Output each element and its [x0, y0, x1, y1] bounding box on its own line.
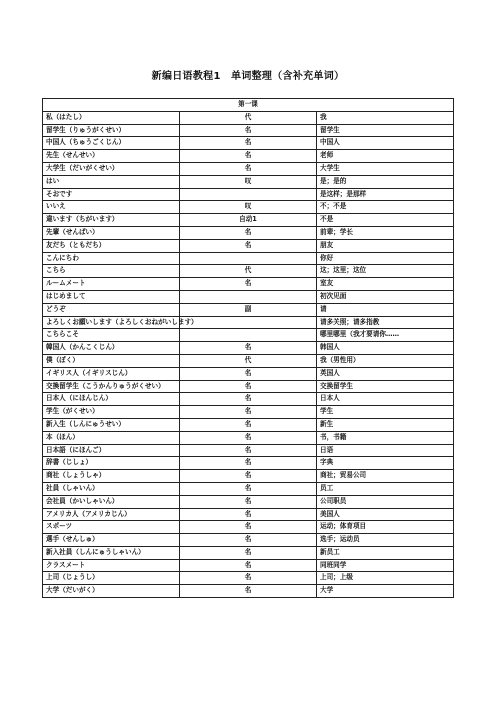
part-of-speech-cell: 名 [180, 342, 317, 355]
word-cell: 上司（じょうし） [43, 572, 180, 585]
word-cell: スポーツ [43, 521, 180, 534]
word-cell: 先生（せんせい） [43, 150, 180, 163]
meaning-cell: 中国人 [317, 137, 454, 150]
word-cell: 交換留学生（こうかんりゅうがくせい） [43, 380, 180, 393]
part-of-speech-cell: 名 [180, 495, 317, 508]
word-cell: 本（ほん） [43, 431, 180, 444]
meaning-cell: 老师 [317, 150, 454, 163]
vocab-row [43, 585, 454, 598]
meaning-cell: 英国人 [317, 367, 454, 380]
word-cell: イギリス人（イギリスじん） [43, 367, 180, 380]
part-of-speech-cell [180, 329, 317, 342]
vocab-row [43, 278, 454, 291]
part-of-speech-cell [180, 316, 317, 329]
word-cell: 社員（しゃいん） [43, 482, 180, 495]
vocab-row [43, 303, 454, 316]
part-of-speech-cell: 名 [180, 508, 317, 521]
part-of-speech-cell: 代 [180, 354, 317, 367]
vocab-row [43, 534, 454, 547]
part-of-speech-cell: 自动1 [180, 214, 317, 227]
meaning-cell: 同班同学 [317, 559, 454, 572]
part-of-speech-cell [180, 290, 317, 303]
meaning-cell: 新员工 [317, 546, 454, 559]
vocab-row [43, 431, 454, 444]
word-cell: 韓国人（かんこくじん） [43, 342, 180, 355]
vocab-row [43, 226, 454, 239]
vocab-row [43, 572, 454, 585]
meaning-cell: 你好 [317, 252, 454, 265]
word-cell: 大学（だいがく） [43, 585, 180, 598]
vocab-row [43, 239, 454, 252]
meaning-cell: 韩国人 [317, 342, 454, 355]
vocab-row [43, 329, 454, 342]
word-cell: 中国人（ちゅうごくじん） [43, 137, 180, 150]
part-of-speech-cell: 名 [180, 278, 317, 291]
word-cell: 商社（しょうしゃ） [43, 470, 180, 483]
part-of-speech-cell: 代 [180, 111, 317, 124]
vocab-row [43, 482, 454, 495]
meaning-cell: 书，书籍 [317, 431, 454, 444]
vocab-row [43, 175, 454, 188]
vocab-row [43, 521, 454, 534]
meaning-cell: 我（男性用） [317, 354, 454, 367]
word-cell: 先輩（せんぱい） [43, 226, 180, 239]
vocab-row [43, 367, 454, 380]
vocab-row [43, 111, 454, 124]
meaning-cell: 不；不是 [317, 201, 454, 214]
word-cell: 違います（ちがいます） [43, 214, 180, 227]
part-of-speech-cell [180, 252, 317, 265]
word-cell: どうぞ [43, 303, 180, 316]
vocab-row [43, 137, 454, 150]
part-of-speech-cell: 名 [180, 572, 317, 585]
part-of-speech-cell: 名 [180, 226, 317, 239]
vocab-row [43, 354, 454, 367]
word-cell: アメリカ人（アメリカじん） [43, 508, 180, 521]
word-cell: クラスメート [43, 559, 180, 572]
word-cell: ルームメート [43, 278, 180, 291]
part-of-speech-cell: 名 [180, 406, 317, 419]
part-of-speech-cell: 名 [180, 559, 317, 572]
meaning-cell: 初次见面 [317, 290, 454, 303]
part-of-speech-cell: 名 [180, 162, 317, 175]
vocab-row [43, 124, 454, 137]
word-cell: そおです [43, 188, 180, 201]
meaning-cell: 运动；体育项目 [317, 521, 454, 534]
part-of-speech-cell: 叹 [180, 175, 317, 188]
part-of-speech-cell: 名 [180, 546, 317, 559]
part-of-speech-cell: 名 [180, 239, 317, 252]
part-of-speech-cell: 代 [180, 265, 317, 278]
vocab-row [43, 495, 454, 508]
lesson-header-row [43, 99, 454, 112]
word-cell: よろしくお願いします（よろしくおねがいします） [43, 316, 180, 329]
meaning-cell: 大学 [317, 585, 454, 598]
vocab-row [43, 393, 454, 406]
vocab-row [43, 342, 454, 355]
meaning-cell: 选手；运动员 [317, 534, 454, 547]
meaning-cell: 请 [317, 303, 454, 316]
meaning-cell: 日语 [317, 444, 454, 457]
part-of-speech-cell: 叹 [180, 201, 317, 214]
word-cell: 大学生（だいがくせい） [43, 162, 180, 175]
meaning-cell: 日本人 [317, 393, 454, 406]
vocab-row [43, 457, 454, 470]
part-of-speech-cell: 名 [180, 521, 317, 534]
meaning-cell: 公司职员 [317, 495, 454, 508]
part-of-speech-cell: 名 [180, 470, 317, 483]
meaning-cell: 学生 [317, 406, 454, 419]
part-of-speech-cell: 名 [180, 431, 317, 444]
vocab-row [43, 546, 454, 559]
vocab-row [43, 380, 454, 393]
part-of-speech-cell: 名 [180, 150, 317, 163]
part-of-speech-cell: 名 [180, 367, 317, 380]
vocab-row [43, 470, 454, 483]
meaning-cell: 是；是的 [317, 175, 454, 188]
word-cell: はい [43, 175, 180, 188]
vocab-row [43, 162, 454, 175]
meaning-cell: 哪里哪里（我才要请你…… [317, 329, 454, 342]
document-title: 新编日语教程1 单词整理（含补充单词） [151, 71, 345, 82]
part-of-speech-cell: 副 [180, 303, 317, 316]
meaning-cell: 商社；贸易公司 [317, 470, 454, 483]
word-cell: 留学生（りゅうがくせい） [43, 124, 180, 137]
part-of-speech-cell [180, 188, 317, 201]
part-of-speech-cell: 名 [180, 585, 317, 598]
word-cell: はじめまして [43, 290, 180, 303]
meaning-cell: 字典 [317, 457, 454, 470]
word-cell: こんにちわ [43, 252, 180, 265]
word-cell: 友だち（ともだち） [43, 239, 180, 252]
part-of-speech-cell: 名 [180, 444, 317, 457]
word-cell: 日本人（にほんじん） [43, 393, 180, 406]
word-cell: こちらこそ [43, 329, 180, 342]
word-cell: いいえ [43, 201, 180, 214]
word-cell: 辞書（じしょ） [43, 457, 180, 470]
vocab-row [43, 201, 454, 214]
word-cell: 私（はたし） [43, 111, 180, 124]
meaning-cell: 请多关照；请多指教 [317, 316, 454, 329]
meaning-cell: 是这样；是那样 [317, 188, 454, 201]
meaning-cell: 这；这里；这位 [317, 265, 454, 278]
part-of-speech-cell: 名 [180, 457, 317, 470]
vocab-row [43, 188, 454, 201]
meaning-cell: 交换留学生 [317, 380, 454, 393]
meaning-cell: 留学生 [317, 124, 454, 137]
vocab-row [43, 418, 454, 431]
vocab-row [43, 316, 454, 329]
word-cell: 選手（せんしゅ） [43, 534, 180, 547]
vocab-row [43, 252, 454, 265]
word-cell: こちら [43, 265, 180, 278]
vocab-row [43, 406, 454, 419]
meaning-cell: 上司；上级 [317, 572, 454, 585]
part-of-speech-cell: 名 [180, 393, 317, 406]
word-cell: 僕（ぼく） [43, 354, 180, 367]
vocab-row [43, 265, 454, 278]
meaning-cell: 新生 [317, 418, 454, 431]
meaning-cell: 大学生 [317, 162, 454, 175]
word-cell: 新入生（しんにゅうせい） [43, 418, 180, 431]
lesson-title: 第一课 [43, 99, 454, 112]
vocab-row [43, 290, 454, 303]
word-cell: 会社員（かいしゃいん） [43, 495, 180, 508]
word-cell: 新入社員（しんにゅうしゃいん） [43, 546, 180, 559]
vocab-row [43, 559, 454, 572]
meaning-cell: 室友 [317, 278, 454, 291]
meaning-cell: 美国人 [317, 508, 454, 521]
vocab-row [43, 444, 454, 457]
part-of-speech-cell: 名 [180, 534, 317, 547]
meaning-cell: 不是 [317, 214, 454, 227]
part-of-speech-cell: 名 [180, 124, 317, 137]
word-cell: 日本語（にほんご） [43, 444, 180, 457]
word-cell: 学生（がくせい） [43, 406, 180, 419]
part-of-speech-cell: 名 [180, 418, 317, 431]
vocabulary-table [42, 98, 454, 598]
meaning-cell: 我 [317, 111, 454, 124]
meaning-cell: 朋友 [317, 239, 454, 252]
meaning-cell: 前辈；学长 [317, 226, 454, 239]
part-of-speech-cell: 名 [180, 137, 317, 150]
vocab-row [43, 508, 454, 521]
part-of-speech-cell: 名 [180, 380, 317, 393]
meaning-cell: 员工 [317, 482, 454, 495]
part-of-speech-cell: 名 [180, 482, 317, 495]
vocab-row [43, 150, 454, 163]
vocab-row [43, 214, 454, 227]
